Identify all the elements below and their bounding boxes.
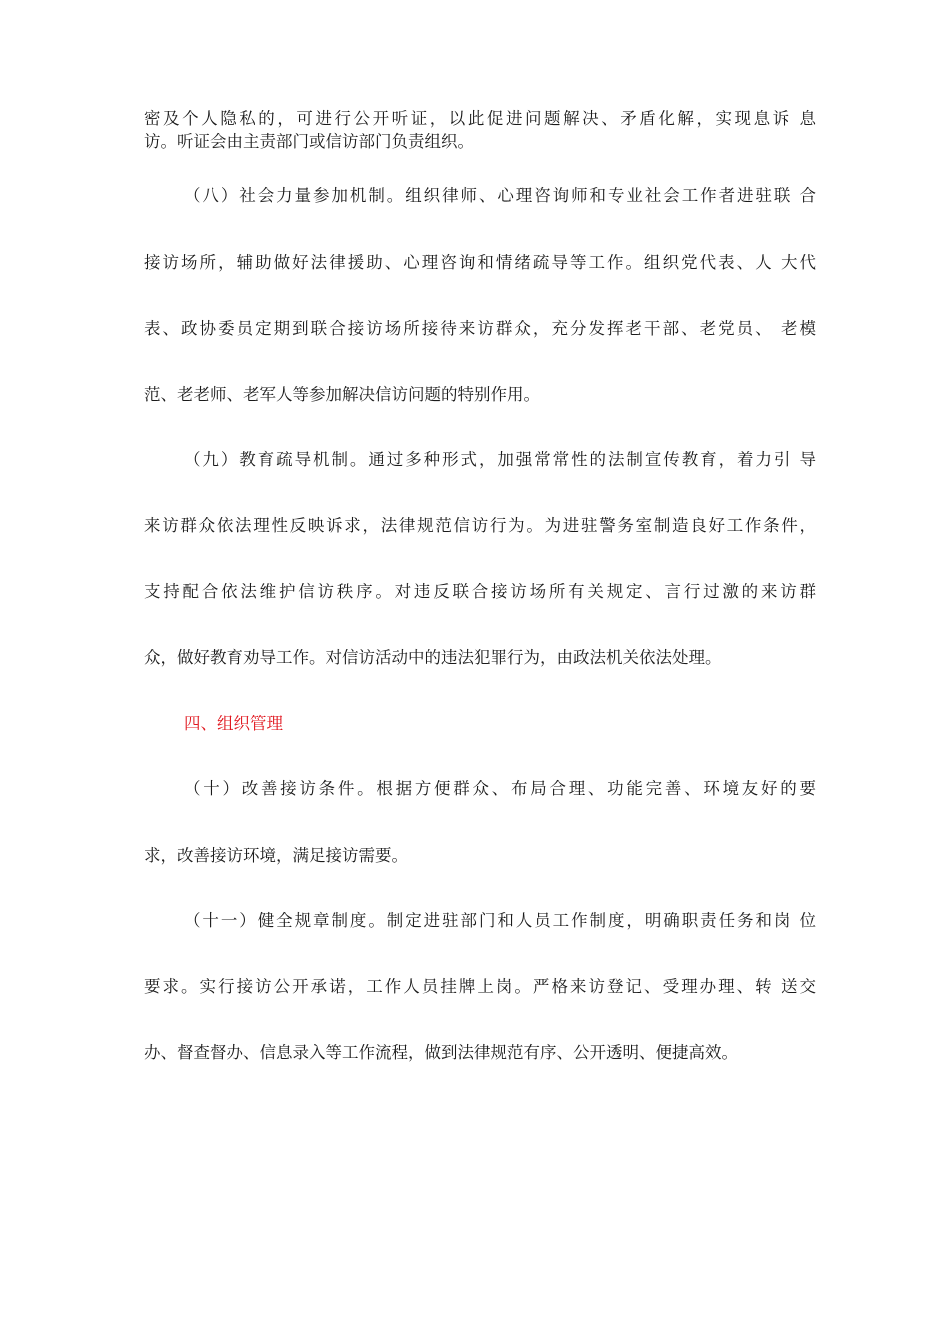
paragraph-line: 来访群众依法理性反映诉求，法律规范信访行为。为进驻警务室制造良好工作条件， (144, 516, 816, 535)
paragraph-line: 表、政协委员定期到联合接访场所接待来访群众，充分发挥老干部、老党员、 老模 (144, 319, 816, 338)
paragraph-line: 密及个人隐私的，可进行公开听证，以此促进问题解决、矛盾化解，实现息诉 息 (144, 109, 816, 128)
paragraph-line: 接访场所，辅助做好法律援助、心理咨询和情绪疏导等工作。组织党代表、人 大代 (144, 253, 816, 272)
paragraph-line: 支持配合依法维护信访秩序。对违反联合接访场所有关规定、言行过激的来访群 (144, 582, 816, 601)
paragraph-line: 众，做好教育劝导工作。对信访活动中的违法犯罪行为，由政法机关依法处理。 (144, 648, 722, 667)
section-heading: 四、组织管理 (184, 714, 283, 733)
paragraph-line: （八）社会力量参加机制。组织律师、心理咨询师和专业社会工作者进驻联 合 (184, 186, 816, 205)
paragraph-line: （十一）健全规章制度。制定进驻部门和人员工作制度，明确职责任务和岗 位 (184, 911, 816, 930)
paragraph-line: （九）教育疏导机制。通过多种形式，加强常常性的法制宣传教育，着力引 导 (184, 450, 816, 469)
paragraph-line: 求，改善接访环境，满足接访需要。 (144, 846, 408, 865)
paragraph-line: 访。听证会由主责部门或信访部门负责组织。 (144, 132, 474, 151)
paragraph-line: 范、老老师、老军人等参加解决信访问题的特别作用。 (144, 385, 540, 404)
paragraph-line: 办、督查督办、信息录入等工作流程，做到法律规范有序、公开透明、便捷高效。 (144, 1043, 738, 1062)
paragraph-line: 要求。实行接访公开承诺，工作人员挂牌上岗。严格来访登记、受理办理、转 送交 (144, 977, 816, 996)
paragraph-line: （十）改善接访条件。根据方便群众、布局合理、功能完善、环境友好的要 (184, 779, 816, 798)
